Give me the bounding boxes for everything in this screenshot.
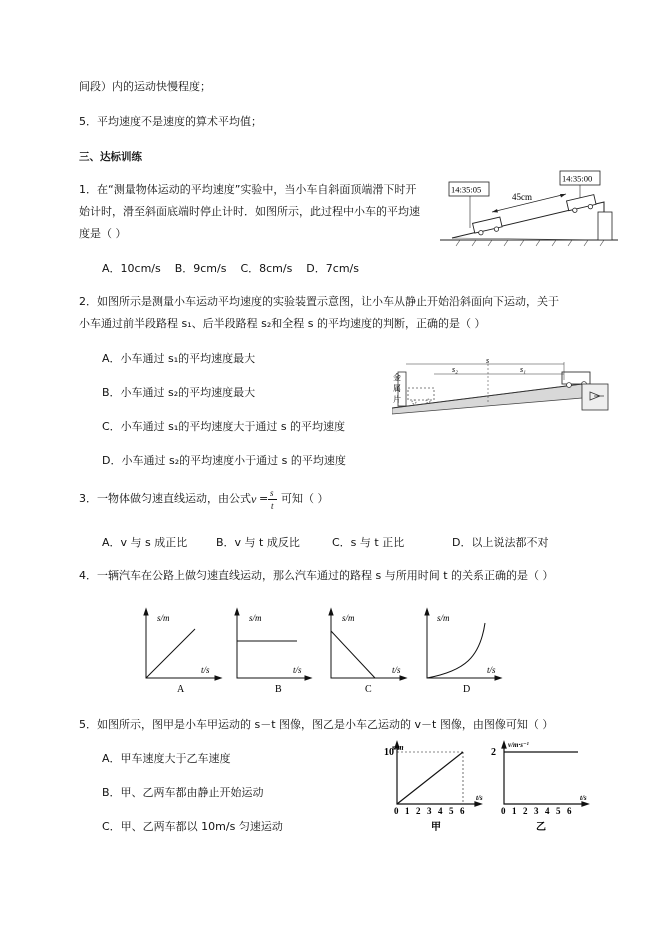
graph-b-ylabel: s/m	[249, 613, 262, 623]
q3-formula: v = s t	[251, 492, 281, 506]
jia-xtick: 2	[416, 806, 421, 816]
jia-xtick: 5	[449, 806, 454, 816]
car-icon	[473, 217, 503, 236]
yi-caption: 乙	[536, 822, 546, 833]
timer-start-label: 14:35:05	[451, 184, 482, 195]
graph-d-xlabel: t/s	[487, 665, 496, 675]
yi-xtick: 1	[512, 806, 517, 816]
jia-ytick: 10	[384, 747, 394, 758]
s1-label: s₁	[520, 365, 526, 374]
q5-option-c: C．甲、乙两车都以 10m/s 匀速运动	[102, 820, 283, 833]
yi-xlabel: t/s	[580, 794, 587, 802]
jia-xtick: 3	[427, 806, 432, 816]
distance-label: 45cm	[512, 192, 532, 202]
q4-line: 4．一辆汽车在公路上做匀速直线运动，那么汽车通过的路程 s 与所用时间 t 的关系正确的是（ ）	[79, 569, 554, 582]
metal-plate-label: 金	[393, 373, 401, 382]
metal-plate-label: 片	[393, 395, 401, 404]
q2-option-a: A．小车通过 s₁的平均速度最大	[102, 352, 256, 365]
metal-plate-label: 属	[393, 384, 401, 393]
q4-graphs	[135, 605, 515, 697]
yi-xtick: 2	[523, 806, 528, 816]
q3-text: 可知（ ）	[281, 492, 329, 505]
graph-a-label: A	[177, 684, 185, 695]
yi-xtick: 3	[534, 806, 539, 816]
yi-xtick: 5	[556, 806, 561, 816]
yi-xticks	[501, 806, 572, 816]
graph-c-ylabel: s/m	[342, 613, 355, 623]
graph-c-xlabel: t/s	[392, 665, 401, 675]
q2-option-d: D．小车通过 s₂的平均速度小于通过 s 的平均速度	[102, 454, 346, 467]
graph-a-ylabel: s/m	[157, 613, 170, 623]
q5-graphs	[380, 740, 600, 836]
jia-caption: 甲	[431, 822, 441, 833]
jia-xtick: 6	[460, 806, 465, 816]
yi-xtick: 6	[567, 806, 572, 816]
car-icon	[567, 195, 597, 214]
q1-line: 1．在“测量物体运动的平均速度”实验中，当小车自斜面顶端滑下时开	[79, 183, 417, 196]
q2-line: 小车通过前半段路程 s₁、后半段路程 s₂和全程 s 的平均速度的判断，正确的是（ ）	[79, 317, 486, 330]
q3-text: 3．一物体做匀速直线运动，由公式	[79, 492, 251, 505]
graph-a-xlabel: t/s	[201, 665, 210, 675]
yi-ylabel: v/m·s⁻¹	[508, 741, 529, 749]
timer-end-label: 14:35:00	[562, 173, 593, 184]
graph-d-label: D	[463, 684, 471, 695]
jia-xlabel: t/s	[476, 794, 483, 802]
yi-xtick: 4	[545, 806, 550, 816]
graph-b-xlabel: t/s	[293, 665, 302, 675]
jia-xtick: 1	[405, 806, 410, 816]
q5-line: 5．如图所示，图甲是小车甲运动的 s－t 图像，图乙是小车乙运动的 v－t 图像，由图像可知（ ）	[79, 718, 554, 731]
s-label: s	[486, 358, 490, 365]
jia-ylabel: s/m	[392, 743, 404, 752]
q2-line: 2．如图所示是测量小车运动平均速度的实验装置示意图，让小车从静止开始沿斜面向下运动，关于	[79, 295, 559, 308]
jia-xtick: 4	[438, 806, 443, 816]
jia-xtick: 0	[394, 806, 399, 816]
q5-option-b: B．甲、乙两车都由静止开始运动	[102, 786, 264, 799]
section-heading: 三、达标训练	[79, 151, 142, 163]
q2-option-b: B．小车通过 s₂的平均速度最大	[102, 386, 256, 399]
q3-option-c: C．s 与 t 正比	[332, 536, 405, 549]
graph-d-ylabel: s/m	[437, 613, 450, 623]
q5-option-a: A．甲车速度大于乙车速度	[102, 752, 231, 765]
q1-incline-figure	[440, 168, 620, 248]
yi-ytick: 2	[491, 747, 496, 758]
q2-option-c: C．小车通过 s₁的平均速度大于通过 s 的平均速度	[102, 420, 346, 433]
q2-incline-figure	[392, 358, 616, 418]
text-line: 间段）内的运动快慢程度；	[79, 80, 211, 93]
yi-xtick: 0	[501, 806, 506, 816]
q3-line	[79, 488, 329, 511]
jia-xticks	[394, 806, 465, 816]
q1-options: A．10cm/s B．9cm/s C．8cm/s D．7cm/s	[102, 262, 359, 275]
text-line: 5．平均速度不是速度的算术平均值；	[79, 115, 262, 128]
q3-option-a: A．v 与 s 成正比	[102, 536, 188, 549]
q1-line: 度是（ ）	[79, 227, 127, 240]
car-outline-icon	[408, 388, 434, 400]
s2-label: s₂	[452, 365, 458, 374]
graph-b-label: B	[275, 684, 282, 695]
q3-option-d: D．以上说法都不对	[452, 536, 549, 549]
q3-option-b: B．v 与 t 成反比	[216, 536, 300, 549]
graph-c-label: C	[365, 684, 372, 695]
q1-line: 始计时，滑至斜面底端时停止计时．如图所示，此过程中小车的平均速	[79, 205, 420, 218]
